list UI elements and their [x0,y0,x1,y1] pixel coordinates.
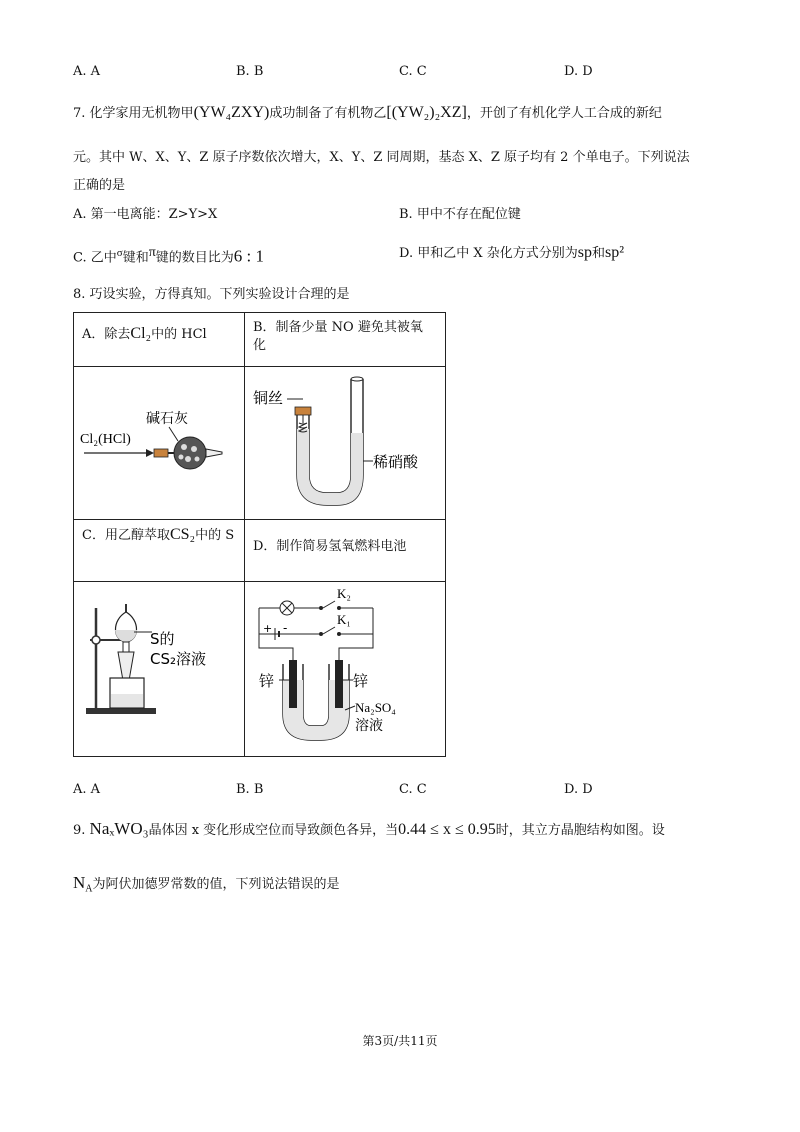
cell-a-header [74,313,245,367]
q7-number: 7. [73,106,86,121]
zinc-electrode-left [289,660,297,708]
q7-option-c-pre: C. 乙中 [73,250,117,266]
q9-line2-text: 为阿伏加德罗常数的值，下列说法错误的是 [92,877,340,892]
cell-b-text: B．制备少量 NO 避免其被氧化 [253,320,423,353]
stopper [295,407,311,415]
q6-option-b: B. B [236,64,264,79]
fig-b-wire: 铜丝 [253,389,284,407]
q9-text-b: 时，其立方晶胞结构如图。设 [495,823,665,838]
cell-a-figure [74,367,245,520]
avogadro-subscript: A [85,883,93,895]
drying-bulb [174,437,206,469]
q7-option-c [73,244,264,267]
dilute-nitric-acid [297,429,363,505]
u-tube-figure [245,367,445,515]
drying-tube-figure [74,367,244,515]
q7-formula-jia: (YW₄ZXY) [193,104,270,121]
q7-option-c-mid: 键和 [122,250,149,266]
q9-number: 9. [73,823,86,838]
q9-line2 [73,874,340,899]
q6-option-a: A. A [73,64,101,79]
cell-c-formula: CS₂ [169,526,196,543]
fig-c-label2: CS₂溶液 [150,650,207,668]
page-footer: 第3页/共11页 [362,1034,438,1048]
q8-option-a: A. A [73,782,101,797]
q7-option-d [399,244,624,263]
fig-d-k2: K₂ [337,586,351,601]
q7-text-b: 成功制备了有机物乙 [269,106,387,121]
fig-c-label1: S的 [150,630,175,648]
cell-c-header [74,520,245,582]
q9-formula: NaₓWO₃ [89,819,149,838]
q8-option-b: B. B [236,782,264,797]
q9-line1 [73,820,665,840]
zinc-electrode-right [335,660,343,708]
q7-line3: 正确的是 [73,178,126,193]
q7-option-d-sp: sp [577,244,592,261]
q7-option-d-and: 和 [591,246,605,261]
q7-formula-yi: [(YW₂)₂XZ] [386,104,467,121]
cell-d-header [245,520,446,582]
pi-symbol: π [148,245,156,260]
q7-option-d-pre: D. 甲和乙中 X 杂化方式分别为 [399,246,578,261]
q7-line2: 元。其中 W、X、Y、Z 原子序数依次增大，X、Y、Z 同周期，基态 X、Z 原子均有 2 个单电子。下列说法 [73,150,690,165]
stopper [154,449,168,457]
fig-d-sol1: Na₂SO₄ [355,700,396,715]
cell-d-text: D．制作简易氢氧燃料电池 [253,539,407,554]
q6-option-c: C. C [399,64,427,79]
q8-option-d: D. D [564,782,593,797]
fuel-cell-figure [245,582,445,752]
fig-d-minus: - [283,621,288,635]
q7-option-c-post: 键的数目比为 [155,250,234,266]
q6-option-d: D. D [564,64,593,79]
cell-c-figure [74,582,245,757]
q7-line1 [73,104,662,123]
q7-text-c: ，开创了有机化学人工合成的新纪 [466,106,662,121]
fig-a-reagent: 碱石灰 [146,411,188,427]
avogadro-symbol: N [73,873,86,892]
separatory-funnel-figure [74,582,244,752]
fig-a-gas: Cl₂(HCl) [80,432,131,447]
stand-base [86,708,156,714]
q8-option-c: C. C [399,782,427,797]
switch-k1 [323,627,335,634]
fig-d-k1: K₁ [337,612,351,627]
fig-d-zinc-right: 锌 [353,672,369,690]
fig-d-zinc-left: 锌 [259,672,275,690]
q7-option-a: A. 第一电离能：Z>Y>X [73,207,218,222]
fig-d-sol2: 溶液 [355,718,383,734]
q9-text-a: 晶体因 x 变化形成空位而导致颜色各异，当 [148,823,399,838]
cell-a-post: 中的 HCl [151,327,207,342]
q9-range: 0.44 ≤ x ≤ 0.95 [398,821,496,838]
q7-option-c-ratio: 6 : 1 [233,246,265,266]
q7-option-b: B. 甲中不存在配位键 [399,207,521,222]
cell-a-formula: Cl₂ [130,325,152,342]
cell-c-pre: C．用乙醇萃取 [82,528,170,543]
q8-stem: 8. 巧设实验，方得真知。下列实验设计合理的是 [73,287,350,302]
fig-d-plus: + [263,622,273,635]
fig-b-acid: 稀硝酸 [373,453,419,471]
switch-k2 [323,601,335,608]
cell-b-header [245,313,446,367]
q7-option-d-sp2: sp² [605,244,625,261]
q7-text-a: 化学家用无机物甲 [89,106,194,121]
cell-b-figure [245,367,446,520]
cell-c-post: 中的 S [195,528,235,543]
q8-table [73,312,446,757]
cell-a-pre: A．除去 [82,327,131,342]
cell-d-figure [245,582,446,757]
sigma-symbol: σ [116,247,123,259]
